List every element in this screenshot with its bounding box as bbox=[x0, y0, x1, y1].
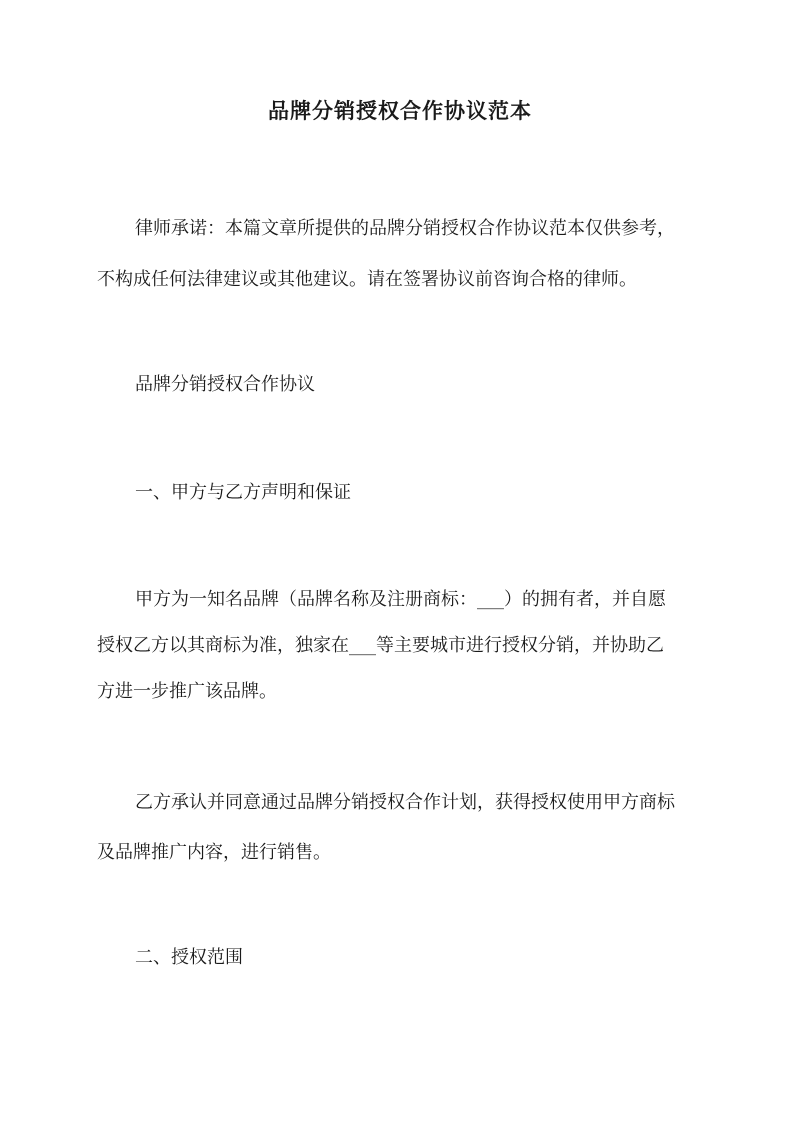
agreement-heading-text: 品牌分销授权合作协议 bbox=[135, 374, 315, 395]
section-2-heading-text: 二、授权范围 bbox=[135, 947, 243, 968]
section-1-heading-text: 一、甲方与乙方声明和保证 bbox=[135, 482, 351, 503]
paragraph-2-line-1: 乙方承认并同意通过品牌分销授权合作计划，获得授权使用甲方商标 bbox=[135, 792, 675, 813]
paragraph-1-line-1: 甲方为一知名品牌（品牌名称及注册商标：___）的拥有者，并自愿 bbox=[135, 589, 666, 610]
disclaimer-line-1: 律师承诺：本篇文章所提供的品牌分销授权合作协议范本仅供参考， bbox=[135, 218, 675, 239]
document-title: 品牌分销授权合作协议范本 bbox=[268, 98, 532, 123]
paragraph-2-line-2: 及品牌推广内容，进行销售。 bbox=[97, 842, 331, 863]
paragraph-1-line-2: 授权乙方以其商标为准，独家在___等主要城市进行授权分销，并协助乙 bbox=[97, 635, 664, 656]
paragraph-1-line-3: 方进一步推广该品牌。 bbox=[97, 681, 277, 702]
disclaimer-line-2: 不构成任何法律建议或其他建议。请在签署协议前咨询合格的律师。 bbox=[97, 269, 637, 290]
